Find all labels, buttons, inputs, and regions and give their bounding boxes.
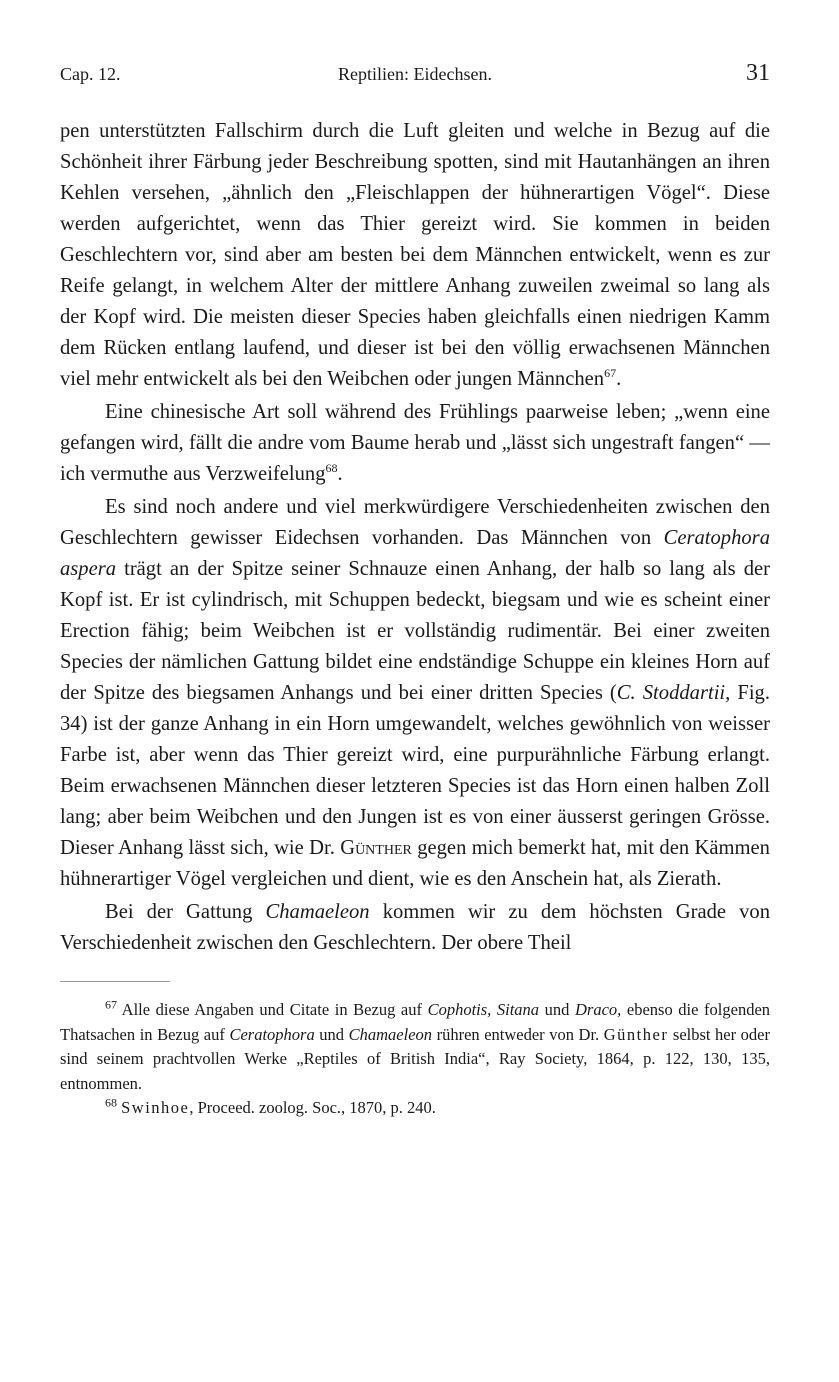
paragraph-3 <box>60 492 770 895</box>
footnotes <box>60 998 770 1121</box>
author-name: Günther <box>340 837 412 859</box>
chapter-label: Cap. 12. <box>60 64 121 84</box>
footnote-67 <box>60 998 770 1096</box>
genus-name: Chamaeleon <box>348 1024 433 1044</box>
text-run: trägt an der Spitze seiner Schnauze einen Anhang, der halb so lang als der Kopf ist. Er ist cylindrisch, mit Schuppen bedeckt, biegsam und wie es scheint einer Erection fähig; beim Weibchen ist er vollständig rudimentär. Bei einer zweiten Species der nämlichen Gattung bildet eine endständige Schuppe ein kleines Horn auf der Spitze des biegsamen Anhangs und bei einer dritten Species ( <box>60 558 770 704</box>
text-run: und <box>314 1024 349 1044</box>
book-page <box>60 62 770 1121</box>
footnote-mark: 68 <box>105 1095 117 1110</box>
genus-name: Draco, <box>575 1000 622 1019</box>
text-run: Es sind noch andere und viel merkwürdigere Verschiedenheiten zwischen den Geschlechtern gewisser Eidechsen vorhanden. Das Männchen von <box>60 496 770 549</box>
main-text <box>60 116 770 959</box>
author-name: Swinhoe <box>121 1098 190 1117</box>
footnote-ref-68: 68 <box>325 461 338 476</box>
paragraph-end: . <box>337 463 343 485</box>
paragraph-end: . <box>616 368 622 390</box>
text-run: Bei der Gattung <box>105 901 266 923</box>
footnote-mark: 67 <box>105 997 117 1012</box>
species-name: C. Stoddartii, <box>616 682 731 704</box>
paragraph-1 <box>60 116 770 395</box>
text-run: rühren entweder von Dr. <box>432 1024 604 1044</box>
text-run: selbst her oder sind seinem prachtvollen Werke „Reptiles of British India“, Ray Society, 1864, p. 122, 130, 135, entnommen. <box>60 1024 770 1093</box>
paragraph-text: Eine chinesische Art soll während des Frühlings paarweise leben; „wenn eine gefangen wird, fällt die andre vom Baume herab und „lässt sich ungestraft fangen“ — ich vermuthe aus Verzweifelung <box>60 401 770 485</box>
text-run: gegen mich bemerkt hat, mit den Kämmen hühnerartiger Vögel vergleichen und dient, wie es den Anschein hat, als Zierath. <box>60 837 770 890</box>
text-run: und <box>539 1000 575 1019</box>
genus-name: Cophotis, Sitana <box>427 1000 540 1019</box>
genus-name: Ceratophora <box>229 1024 315 1044</box>
footnote-68 <box>60 1096 770 1121</box>
running-title: Reptilien: Eidechsen. <box>338 64 492 84</box>
text-run: ebenso die folgenden Thatsachen in Bezug auf <box>60 1000 771 1044</box>
text-run: Fig. 34) ist der ganze Anhang in ein Horn umgewandelt, welches gewöhnlich von weisser Farbe ist, aber wenn das Thier gereizt wird, eine purpurähnliche Färbung erlangt. Beim erwachsenen Männchen dieser letzteren Species ist das Horn einen halben Zoll lang; aber beim Weibchen und den Jungen ist es von einer äusserst geringen Grösse. Dieser Anhang lässt sich, wie Dr. <box>60 682 770 859</box>
page-header <box>60 62 770 96</box>
footnote-ref-67: 67 <box>604 366 617 381</box>
genus-name: Chamaeleon <box>265 901 370 923</box>
paragraph-2 <box>60 397 770 490</box>
paragraph-text: pen unterstützten Fallschirm durch die Luft gleiten und welche in Bezug auf die Schönheit ihrer Färbung jeder Beschreibung spotten, sind mit Hautanhängen an ihren Kehlen versehen, „ähnlich den „Fleischlappen der hühnerartigen Vögel“. Diese werden aufgerichtet, wenn das Thier gereizt wird. Sie kommen in beiden Geschlechtern vor, sind aber am besten bei dem Männchen entwickelt, wenn es zur Reife gelangt, in welchem Alter der mittlere Anhang zuweilen zweimal so lang als der Kopf wird. Die meisten dieser Species haben gleichfalls einen niedrigen Kamm dem Rücken entlang laufend, und dieser ist bei den völlig erwachsenen Männchen viel mehr entwickelt als bei den Weibchen oder jungen Männchen <box>60 120 770 390</box>
species-name: Ceratophora aspera <box>60 527 770 580</box>
footnote-divider <box>60 981 170 982</box>
page-number: 31 <box>746 60 770 86</box>
text-run: , Proceed. zoolog. Soc., 1870, p. 240. <box>189 1098 436 1117</box>
text-run: kommen wir zu dem höchsten Grade von Verschiedenheit zwischen den Geschlechtern. Der obere Theil <box>60 901 771 954</box>
text-run: Alle diese Angaben und Citate in Bezug auf <box>117 1000 428 1019</box>
author-name: Günther <box>603 1024 669 1044</box>
paragraph-4 <box>60 897 770 959</box>
